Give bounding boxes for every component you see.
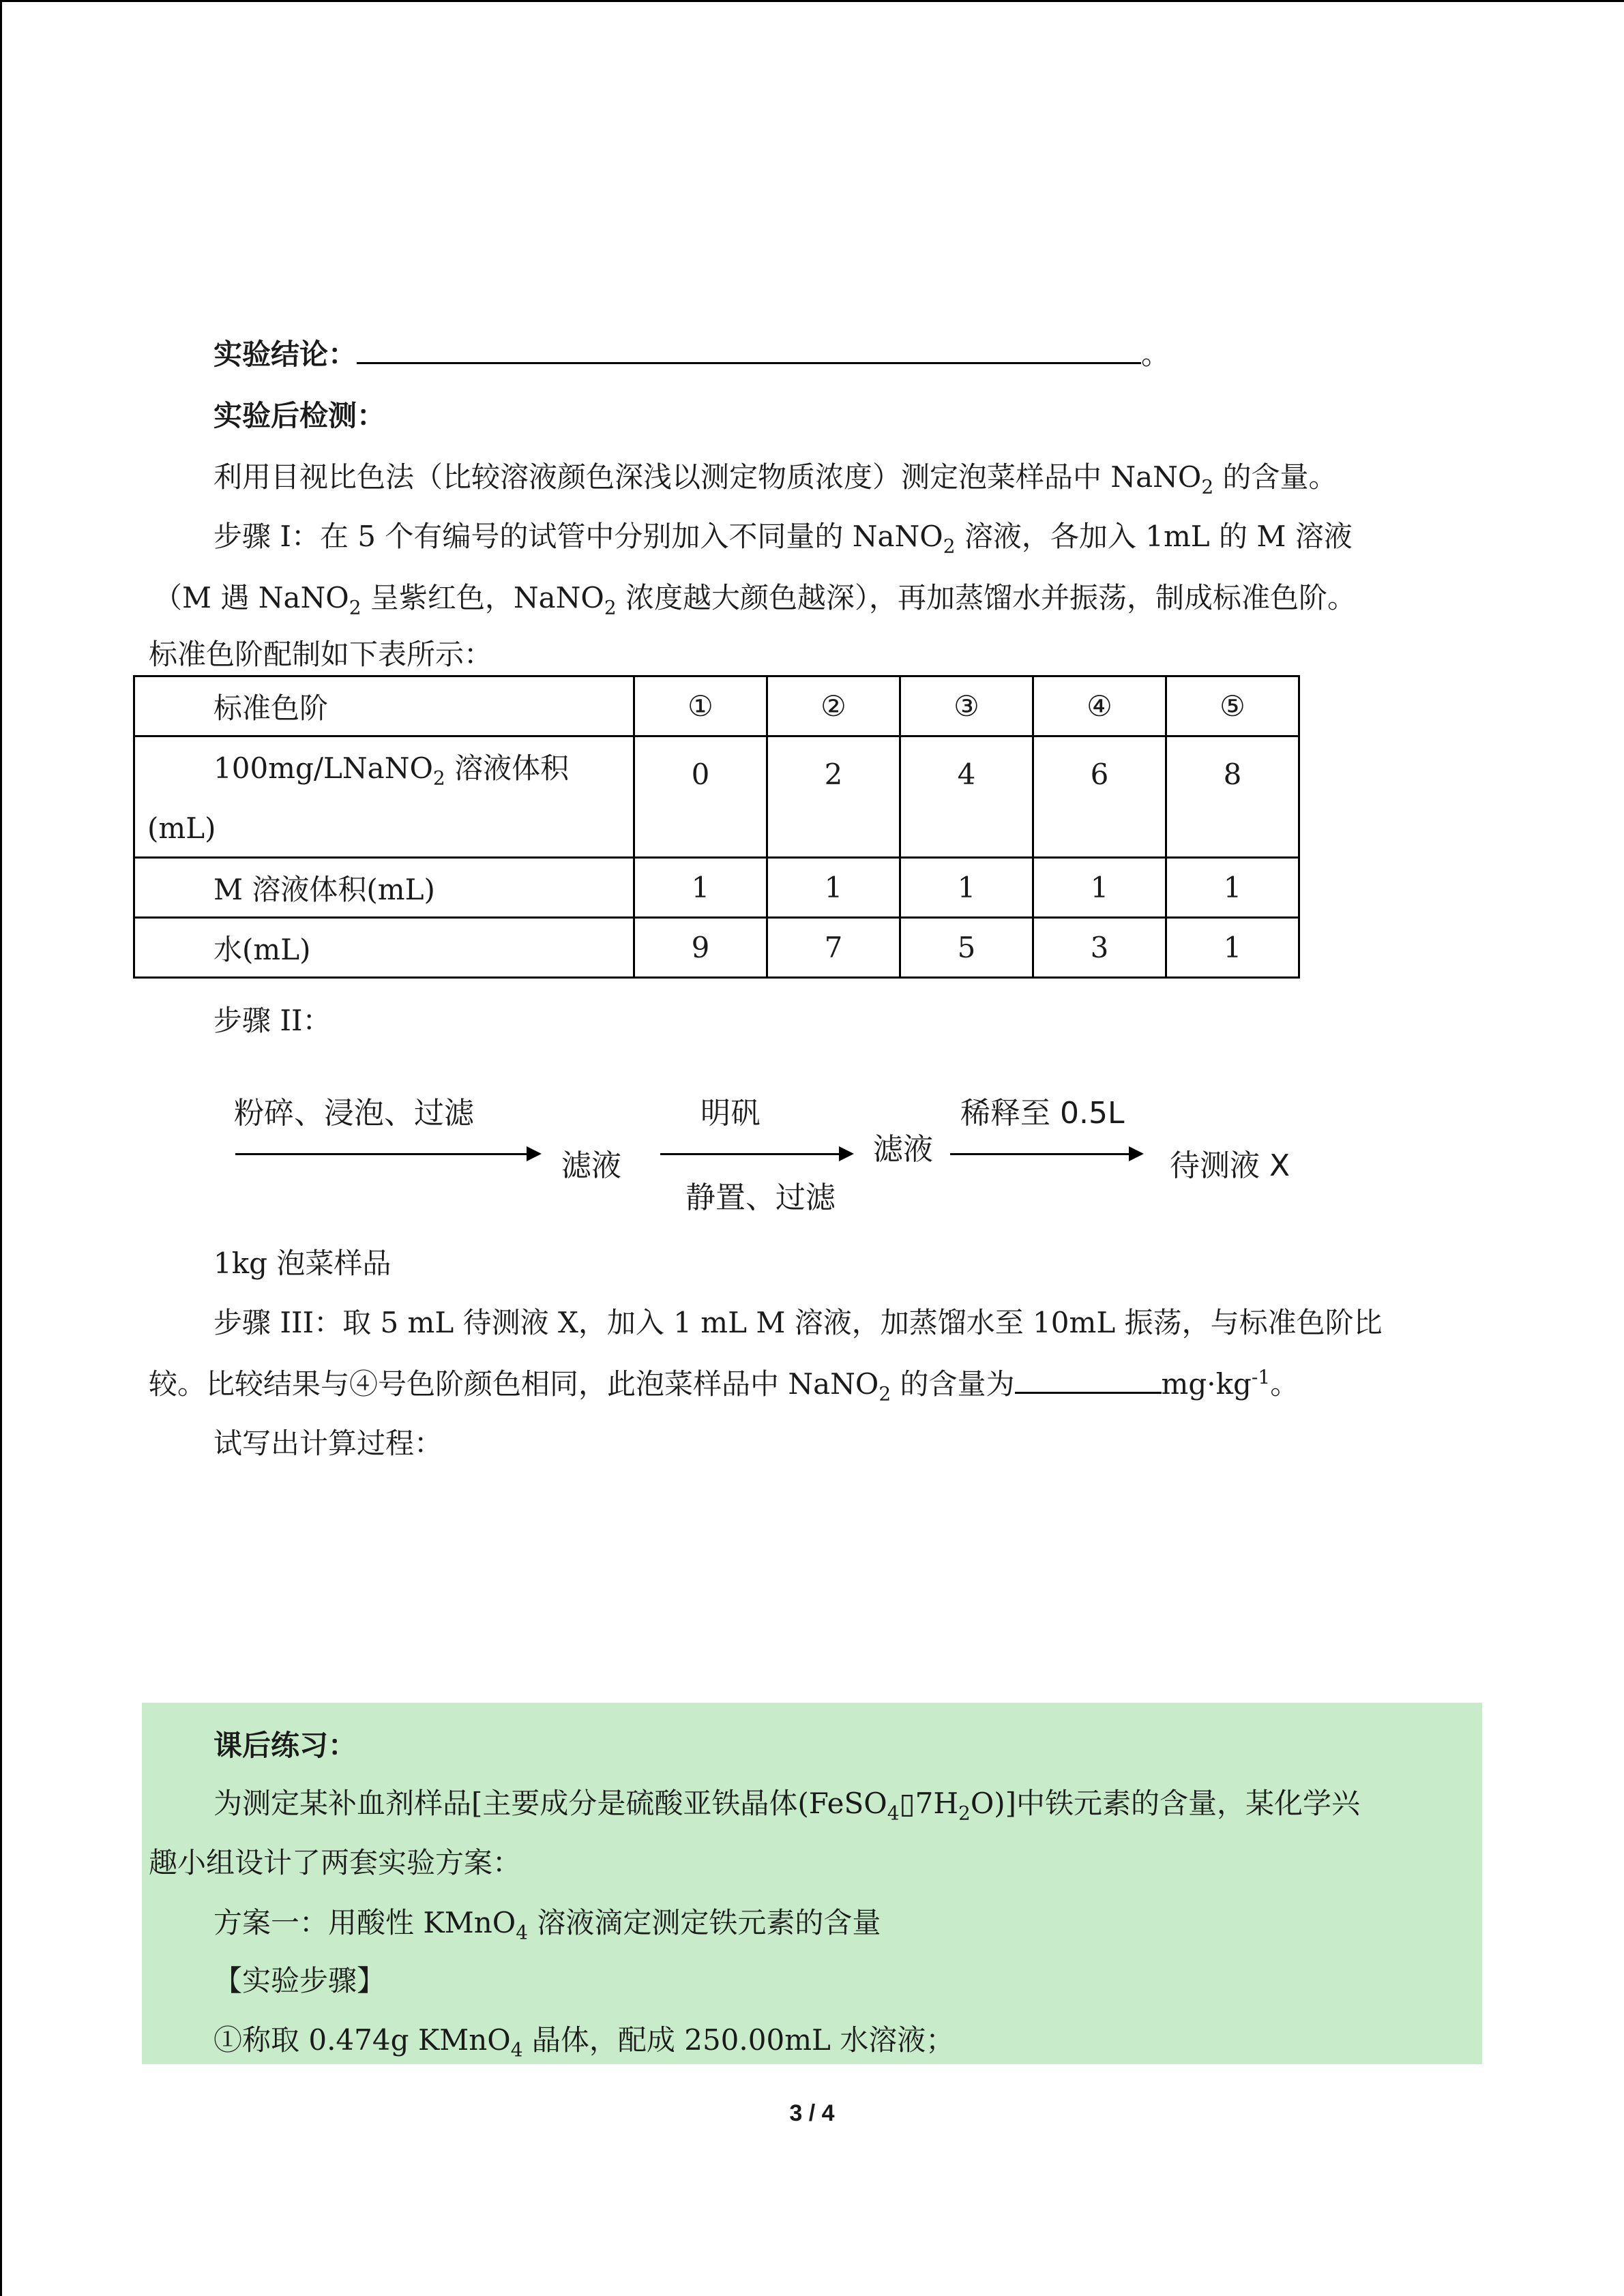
- table-col-header: ①: [634, 676, 767, 736]
- flow-node-filtrate-2: 滤液: [873, 1132, 933, 1167]
- step3-unit: mg·kg: [1161, 1367, 1252, 1401]
- flow-node-filtrate-1: 滤液: [561, 1148, 621, 1183]
- conclusion-line: [213, 334, 1170, 375]
- table-cell: 1: [634, 858, 767, 918]
- row3-label: 水(mL): [213, 932, 311, 966]
- exercise-line3: [213, 1903, 881, 1943]
- exercise-line4: 【实验步骤】: [213, 1964, 386, 1997]
- table-cell: 2: [767, 736, 900, 858]
- exercise-line5-b: 晶体，配成 250.00mL 水溶液；: [522, 2023, 955, 2057]
- flow-node-test-solution: 待测液 X: [1170, 1148, 1290, 1183]
- step1-text-a: 步骤 I：在 5 个有编号的试管中分别加入不同量的 NaNO: [213, 520, 943, 553]
- row1-label-a: 100mg/LNaNO: [213, 751, 433, 785]
- arrow2-label-bottom: 静置、过滤: [685, 1180, 836, 1215]
- table-row-nano2-volume: [134, 736, 1299, 858]
- table-cell: 4: [900, 736, 1033, 858]
- exercise-line3-sub: 4: [516, 1921, 529, 1944]
- post-test-heading: 实验后检测：: [213, 399, 386, 432]
- step3-line3: 试写出计算过程：: [213, 1427, 443, 1460]
- exercise-line5-sub: 4: [510, 2038, 523, 2061]
- exercise-line2: 趣小组设计了两套实验方案：: [149, 1846, 522, 1879]
- standard-color-table: [133, 675, 1300, 979]
- table-row-water: [134, 918, 1299, 978]
- flow-source-sample: 1kg 泡菜样品: [213, 1247, 392, 1280]
- intro-text-2: 的含量。: [1213, 460, 1338, 494]
- table-cell: 1: [767, 858, 900, 918]
- table-col-header: ④: [1033, 676, 1166, 736]
- intro-sub: 2: [1201, 475, 1214, 498]
- flow-arrow-1: [235, 1153, 539, 1155]
- table-cell: 1: [1033, 858, 1166, 918]
- conclusion-blank[interactable]: [357, 335, 1141, 364]
- exercise-line1-b: O)]中铁元素的含量，某化学兴: [970, 1787, 1361, 1820]
- step2-heading: 步骤 II：: [213, 1004, 331, 1037]
- exercise-line1: [213, 1783, 1360, 1824]
- table-cell: 3: [1033, 918, 1166, 978]
- step3-line2-a: 较。比较结果与④号色阶颜色相同，此泡菜样品中 NaNO: [149, 1367, 879, 1401]
- exercise-line3-a: 方案一：用酸性 KMnO: [213, 1906, 516, 1939]
- table-cell: 1: [1166, 918, 1299, 978]
- arrow3-label: 稀释至 0.5L: [960, 1096, 1125, 1131]
- table-cell: 0: [634, 736, 767, 858]
- table-col-header: ⑤: [1166, 676, 1299, 736]
- nano2-content-blank[interactable]: [1015, 1365, 1162, 1394]
- step3-unit-sup: -1: [1251, 1366, 1271, 1388]
- row1-label-unit: (mL): [147, 811, 216, 845]
- exercise-line5: [213, 2020, 954, 2061]
- exercise-heading: 课后练习：: [213, 1729, 357, 1762]
- table-header-label: 标准色阶: [213, 691, 329, 725]
- step1-line2-a: （M 遇 NaNO: [153, 581, 349, 614]
- step3-line2-b: 的含量为: [891, 1367, 1015, 1401]
- table-header-row: [134, 676, 1299, 736]
- arrow2-label-top: 明矾: [700, 1096, 761, 1131]
- exercise-line1-mid: ▯7H: [899, 1787, 958, 1820]
- step1-line2-b: 呈紫红色，NaNO: [361, 581, 604, 614]
- exercise-sub2: 2: [958, 1802, 971, 1825]
- exercise-sub4: 4: [887, 1802, 900, 1825]
- row1-sub: 2: [432, 766, 445, 789]
- step1-sub: 2: [943, 535, 956, 558]
- step1-line2-sub2: 2: [604, 596, 617, 619]
- table-row-m-volume: [134, 858, 1299, 918]
- row1-label-cell: [134, 736, 634, 858]
- step1-line2-sub1: 2: [349, 596, 361, 619]
- exercise-line3-b: 溶液滴定测定铁元素的含量: [528, 1906, 881, 1939]
- intro-text-1: 利用目视比色法（比较溶液颜色深浅以测定物质浓度）测定泡菜样品中 NaNO: [213, 460, 1202, 494]
- row2-label: M 溶液体积(mL): [213, 872, 435, 906]
- table-caption: 标准色阶配制如下表所示：: [149, 638, 493, 671]
- table-cell: 7: [767, 918, 900, 978]
- exercise-line1-a: 为测定某补血剂样品[主要成分是硫酸亚铁晶体(FeSO: [213, 1787, 887, 1820]
- step1-line2-c: 浓度越大颜色越深），再加蒸馏水并振荡，制成标准色阶。: [616, 581, 1357, 614]
- conclusion-end: 。: [1141, 338, 1170, 371]
- step3-line1: 步骤 III：取 5 mL 待测液 X，加入 1 mL M 溶液，加蒸馏水至 10mL 振荡，与标准色阶比: [213, 1306, 1383, 1339]
- page-number: 3 / 4: [789, 2100, 835, 2126]
- table-header-label-cell: [134, 676, 634, 736]
- table-cell: 6: [1033, 736, 1166, 858]
- table-cell: 5: [900, 918, 1033, 978]
- exercise-line5-a: ①称取 0.474g KMnO: [213, 2023, 511, 2057]
- flow-arrow-3: [950, 1153, 1141, 1155]
- flow-arrow-2: [660, 1153, 851, 1155]
- table-col-header: ③: [900, 676, 1033, 736]
- step1-line2: [153, 578, 1356, 618]
- step1-text-b: 溶液，各加入 1mL 的 M 溶液: [955, 520, 1353, 553]
- table-cell: 1: [1166, 858, 1299, 918]
- step1-line1: [213, 516, 1353, 557]
- step3-sub: 2: [879, 1382, 891, 1405]
- table-cell: 9: [634, 918, 767, 978]
- post-test-intro: [213, 457, 1338, 498]
- row3-label-cell: [134, 918, 634, 978]
- arrow1-label: 粉碎、浸泡、过滤: [234, 1096, 474, 1131]
- table-cell: 1: [900, 858, 1033, 918]
- row1-label-b: 溶液体积: [445, 751, 570, 785]
- step3-line2: [149, 1364, 1299, 1405]
- table-col-header: ②: [767, 676, 900, 736]
- row1-label-top: [135, 748, 633, 789]
- conclusion-label: 实验结论：: [213, 338, 357, 371]
- step3-line2-end: 。: [1270, 1367, 1299, 1401]
- table-cell: 8: [1166, 736, 1299, 858]
- row2-label-cell: [134, 858, 634, 918]
